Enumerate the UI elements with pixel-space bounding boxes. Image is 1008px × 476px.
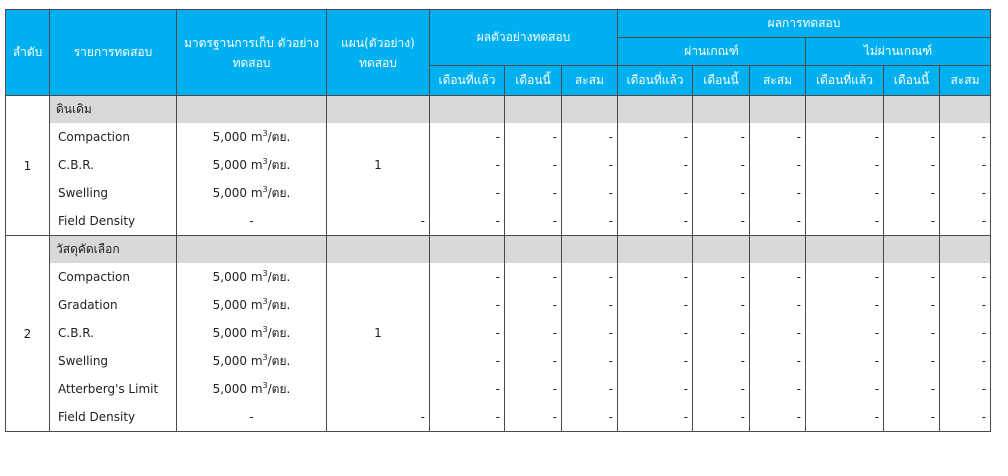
- standard-unit: /ตย.: [267, 353, 291, 368]
- result-value: -: [940, 375, 991, 403]
- result-value: -: [618, 375, 693, 403]
- header-plan: แผน(ตัวอย่าง) ทดสอบ: [327, 10, 430, 96]
- category-cell: [693, 236, 750, 264]
- result-value: -: [505, 347, 562, 375]
- standard-value: 5,000 m: [212, 129, 263, 144]
- standard-value: 5,000 m: [212, 353, 263, 368]
- table-row: [6, 263, 991, 291]
- result-value: -: [750, 263, 806, 291]
- category-cell: [806, 96, 884, 124]
- cubic-superscript: 3: [262, 296, 268, 306]
- cubic-superscript: 3: [262, 352, 268, 362]
- standard-value: 5,000 m: [212, 269, 263, 284]
- test-item: C.B.R.: [50, 319, 177, 347]
- header-pass-this-month: เดือนนี้: [693, 66, 750, 96]
- result-value: -: [505, 403, 562, 432]
- result-value: -: [618, 207, 693, 236]
- result-value: -: [806, 207, 884, 236]
- result-value: -: [562, 319, 618, 347]
- result-value: -: [940, 319, 991, 347]
- header-no: ลำดับ: [6, 10, 50, 96]
- test-item: Swelling: [50, 347, 177, 375]
- result-value: -: [693, 263, 750, 291]
- result-value: -: [693, 375, 750, 403]
- result-value: -: [430, 123, 505, 151]
- result-value: -: [618, 123, 693, 151]
- plan-count: [327, 291, 430, 319]
- result-value: -: [806, 291, 884, 319]
- result-value: -: [806, 347, 884, 375]
- cubic-superscript: 3: [262, 324, 268, 334]
- result-value: -: [884, 291, 940, 319]
- category-label: วัสดุคัดเลือก: [50, 236, 177, 264]
- result-value: -: [884, 179, 940, 207]
- standard-unit: /ตย.: [267, 129, 291, 144]
- result-value: -: [618, 291, 693, 319]
- result-value: -: [884, 403, 940, 432]
- header-samples-last-month: เดือนที่แล้ว: [430, 66, 505, 96]
- test-results-table: [5, 9, 991, 432]
- row-number: 1: [6, 96, 50, 236]
- plan-count: 1: [327, 151, 430, 179]
- sampling-standard: [177, 403, 327, 432]
- result-value: -: [940, 403, 991, 432]
- table-row: [6, 123, 991, 151]
- category-cell: [177, 236, 327, 264]
- result-value: -: [505, 319, 562, 347]
- standard-value: 5,000 m: [212, 381, 263, 396]
- result-value: -: [430, 403, 505, 432]
- result-value: -: [430, 207, 505, 236]
- result-value: -: [806, 151, 884, 179]
- result-value: -: [806, 179, 884, 207]
- result-value: -: [430, 291, 505, 319]
- result-value: -: [618, 319, 693, 347]
- standard-unit: /ตย.: [267, 185, 291, 200]
- result-value: -: [430, 347, 505, 375]
- plan-count: [327, 347, 430, 375]
- table-row: [6, 179, 991, 207]
- result-value: -: [562, 207, 618, 236]
- standard-value: 5,000 m: [212, 157, 263, 172]
- result-value: -: [884, 207, 940, 236]
- plan-count: -: [327, 207, 430, 236]
- result-value: -: [562, 263, 618, 291]
- standard-value: 5,000 m: [212, 185, 263, 200]
- result-value: -: [884, 319, 940, 347]
- standard-unit: /ตย.: [267, 297, 291, 312]
- table-row: [6, 207, 991, 236]
- result-value: -: [430, 151, 505, 179]
- result-value: -: [693, 207, 750, 236]
- standard-unit: /ตย.: [267, 269, 291, 284]
- result-value: -: [505, 151, 562, 179]
- result-value: -: [750, 403, 806, 432]
- result-value: -: [940, 151, 991, 179]
- standard-value: -: [249, 410, 254, 424]
- sampling-standard: [177, 319, 327, 347]
- category-cell: [693, 96, 750, 124]
- result-value: -: [693, 347, 750, 375]
- category-label: ดินเดิม: [50, 96, 177, 124]
- table-header: [6, 10, 991, 96]
- sampling-standard: [177, 179, 327, 207]
- plan-count: -: [327, 403, 430, 432]
- test-item: Compaction: [50, 123, 177, 151]
- category-cell: [430, 236, 505, 264]
- result-value: -: [562, 179, 618, 207]
- header-standard: มาตรฐานการเก็บ ตัวอย่างทดสอบ: [177, 10, 327, 96]
- header-fail: ไม่ผ่านเกณฑ์: [806, 38, 991, 66]
- result-value: -: [806, 263, 884, 291]
- result-value: -: [693, 151, 750, 179]
- category-cell: [327, 236, 430, 264]
- category-cell: [940, 96, 991, 124]
- standard-value: 5,000 m: [212, 297, 263, 312]
- category-cell: [618, 236, 693, 264]
- result-value: -: [940, 263, 991, 291]
- sampling-standard: [177, 375, 327, 403]
- cubic-superscript: 3: [262, 156, 268, 166]
- result-value: -: [430, 263, 505, 291]
- result-value: -: [562, 375, 618, 403]
- sampling-standard: [177, 263, 327, 291]
- header-pass-last-month: เดือนที่แล้ว: [618, 66, 693, 96]
- result-value: -: [505, 207, 562, 236]
- standard-value: -: [249, 214, 254, 228]
- result-value: -: [618, 347, 693, 375]
- header-samples-this-month: เดือนนี้: [505, 66, 562, 96]
- test-item: Gradation: [50, 291, 177, 319]
- result-value: -: [693, 179, 750, 207]
- result-value: -: [806, 403, 884, 432]
- cubic-superscript: 3: [262, 380, 268, 390]
- result-value: -: [430, 319, 505, 347]
- result-value: -: [884, 123, 940, 151]
- table-row: [6, 151, 991, 179]
- result-value: -: [750, 291, 806, 319]
- result-value: -: [562, 347, 618, 375]
- test-item: Compaction: [50, 263, 177, 291]
- category-cell: [562, 96, 618, 124]
- plan-count: [327, 375, 430, 403]
- cubic-superscript: 3: [262, 268, 268, 278]
- result-value: -: [940, 179, 991, 207]
- table-body: [6, 96, 991, 432]
- result-value: -: [750, 347, 806, 375]
- test-item: Atterberg's Limit: [50, 375, 177, 403]
- category-cell: [327, 96, 430, 124]
- header-samples-cumulative: สะสม: [562, 66, 618, 96]
- result-value: -: [884, 151, 940, 179]
- header-fail-last-month: เดือนที่แล้ว: [806, 66, 884, 96]
- result-value: -: [505, 375, 562, 403]
- standard-value: 5,000 m: [212, 325, 263, 340]
- result-value: -: [750, 207, 806, 236]
- category-cell: [505, 96, 562, 124]
- category-row: [6, 96, 991, 124]
- result-value: -: [750, 123, 806, 151]
- plan-count: 1: [327, 319, 430, 347]
- category-cell: [505, 236, 562, 264]
- result-value: -: [750, 375, 806, 403]
- result-value: -: [940, 291, 991, 319]
- header-fail-cumulative: สะสม: [940, 66, 991, 96]
- category-cell: [884, 96, 940, 124]
- result-value: -: [693, 291, 750, 319]
- category-cell: [430, 96, 505, 124]
- cubic-superscript: 3: [262, 184, 268, 194]
- standard-unit: /ตย.: [267, 157, 291, 172]
- header-item: รายการทดสอบ: [50, 10, 177, 96]
- test-item: Swelling: [50, 179, 177, 207]
- result-value: -: [562, 291, 618, 319]
- sampling-standard: [177, 291, 327, 319]
- result-value: -: [806, 123, 884, 151]
- result-value: -: [618, 403, 693, 432]
- result-value: -: [750, 151, 806, 179]
- result-value: -: [618, 179, 693, 207]
- result-value: -: [505, 263, 562, 291]
- category-cell: [750, 236, 806, 264]
- result-value: -: [806, 375, 884, 403]
- table-row: [6, 291, 991, 319]
- result-value: -: [505, 291, 562, 319]
- result-value: -: [618, 263, 693, 291]
- header-samples: ผลตัวอย่างทดสอบ: [430, 10, 618, 66]
- result-value: -: [693, 403, 750, 432]
- category-cell: [177, 96, 327, 124]
- result-value: -: [562, 403, 618, 432]
- result-value: -: [750, 319, 806, 347]
- result-value: -: [430, 375, 505, 403]
- category-cell: [750, 96, 806, 124]
- result-value: -: [806, 319, 884, 347]
- standard-unit: /ตย.: [267, 325, 291, 340]
- category-cell: [806, 236, 884, 264]
- standard-unit: /ตย.: [267, 381, 291, 396]
- header-pass-cumulative: สะสม: [750, 66, 806, 96]
- result-value: -: [562, 151, 618, 179]
- test-item: C.B.R.: [50, 151, 177, 179]
- header-pass: ผ่านเกณฑ์: [618, 38, 806, 66]
- result-value: -: [693, 319, 750, 347]
- result-value: -: [505, 123, 562, 151]
- result-value: -: [940, 123, 991, 151]
- category-cell: [940, 236, 991, 264]
- result-value: -: [884, 347, 940, 375]
- category-cell: [618, 96, 693, 124]
- result-value: -: [562, 123, 618, 151]
- category-row: [6, 236, 991, 264]
- cubic-superscript: 3: [262, 128, 268, 138]
- result-value: -: [693, 123, 750, 151]
- header-results: ผลการทดสอบ: [618, 10, 991, 38]
- plan-count: [327, 263, 430, 291]
- test-item: Field Density: [50, 403, 177, 432]
- category-cell: [884, 236, 940, 264]
- table-row: [6, 403, 991, 432]
- plan-count: [327, 123, 430, 151]
- row-number: 2: [6, 236, 50, 432]
- table-row: [6, 319, 991, 347]
- result-value: -: [505, 179, 562, 207]
- plan-count: [327, 179, 430, 207]
- result-value: -: [884, 263, 940, 291]
- table-row: [6, 347, 991, 375]
- sampling-standard: [177, 151, 327, 179]
- category-cell: [562, 236, 618, 264]
- sampling-standard: [177, 207, 327, 236]
- result-value: -: [618, 151, 693, 179]
- result-value: -: [940, 347, 991, 375]
- result-value: -: [884, 375, 940, 403]
- result-value: -: [430, 179, 505, 207]
- header-fail-this-month: เดือนนี้: [884, 66, 940, 96]
- result-value: -: [750, 179, 806, 207]
- test-item: Field Density: [50, 207, 177, 236]
- sampling-standard: [177, 347, 327, 375]
- result-value: -: [940, 207, 991, 236]
- table-row: [6, 375, 991, 403]
- sampling-standard: [177, 123, 327, 151]
